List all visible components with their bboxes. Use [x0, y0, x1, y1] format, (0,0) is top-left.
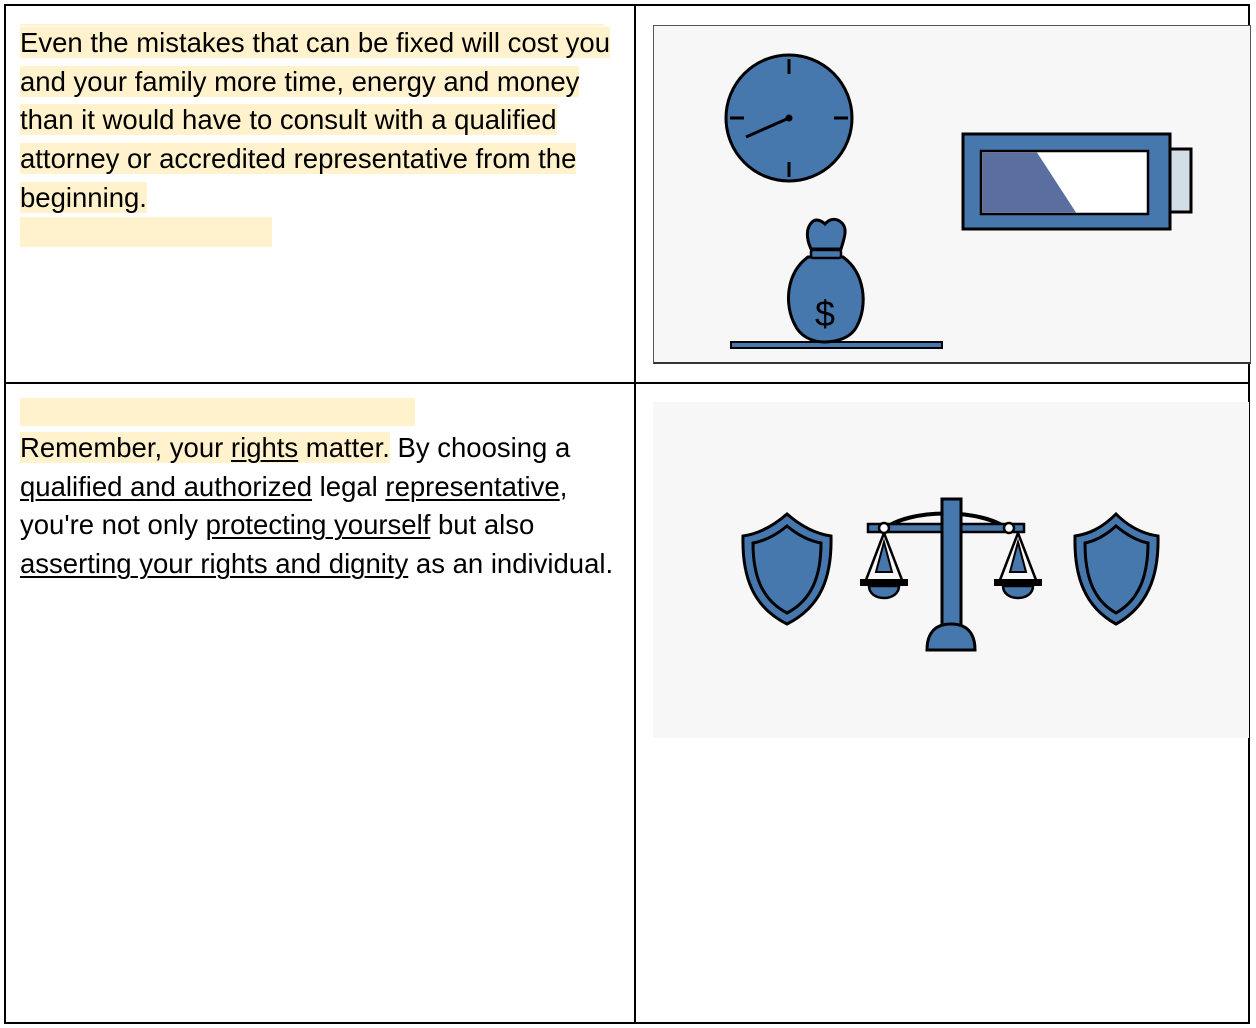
link-rights[interactable]: rights — [230, 432, 299, 463]
link-asserting-rights-and-dignity[interactable]: asserting your rights and dignity — [20, 548, 409, 580]
shelf — [731, 342, 942, 348]
text-cell — [5, 383, 635, 1023]
money-bag-icon — [788, 219, 863, 342]
highlighted-text: Even the mistakes that can be fixed will cost you and your family more time, energy and money than it would have to consult with a qualified attorney or accredited representative from the beginning. — [20, 27, 611, 213]
content-table — [4, 4, 1250, 1024]
shield-icon — [1075, 514, 1158, 624]
justice-illustration — [653, 402, 1249, 738]
image-cell — [635, 5, 1249, 383]
shield-icon — [743, 514, 831, 624]
image-cell — [635, 383, 1249, 1023]
text-cell — [5, 5, 635, 383]
scales-of-justice-icon — [860, 499, 1042, 650]
link-qualified-and-authorized[interactable]: qualified and authorized — [20, 470, 313, 502]
clock-icon — [726, 55, 852, 181]
battery-icon — [963, 134, 1191, 229]
table-row — [5, 383, 1249, 1023]
link-representative[interactable]: representative — [385, 470, 560, 502]
highlighted-text: Remember, your rights matter. — [20, 432, 390, 463]
table-row — [5, 5, 1249, 383]
dollar-sign: $ — [814, 293, 836, 334]
highlight-lead — [20, 398, 415, 426]
time-energy-money-illustration — [653, 25, 1251, 364]
paragraph-rights: Remember, your rights matter. By choosing a qualified and authorized legal representative, you're not only protecting yourself but also asserting your rights and dignity as an individual. — [20, 432, 614, 580]
paragraph-cost-warning — [20, 24, 620, 218]
link-protecting-yourself[interactable]: protecting yourself — [205, 509, 431, 541]
highlight-tail — [20, 217, 272, 247]
